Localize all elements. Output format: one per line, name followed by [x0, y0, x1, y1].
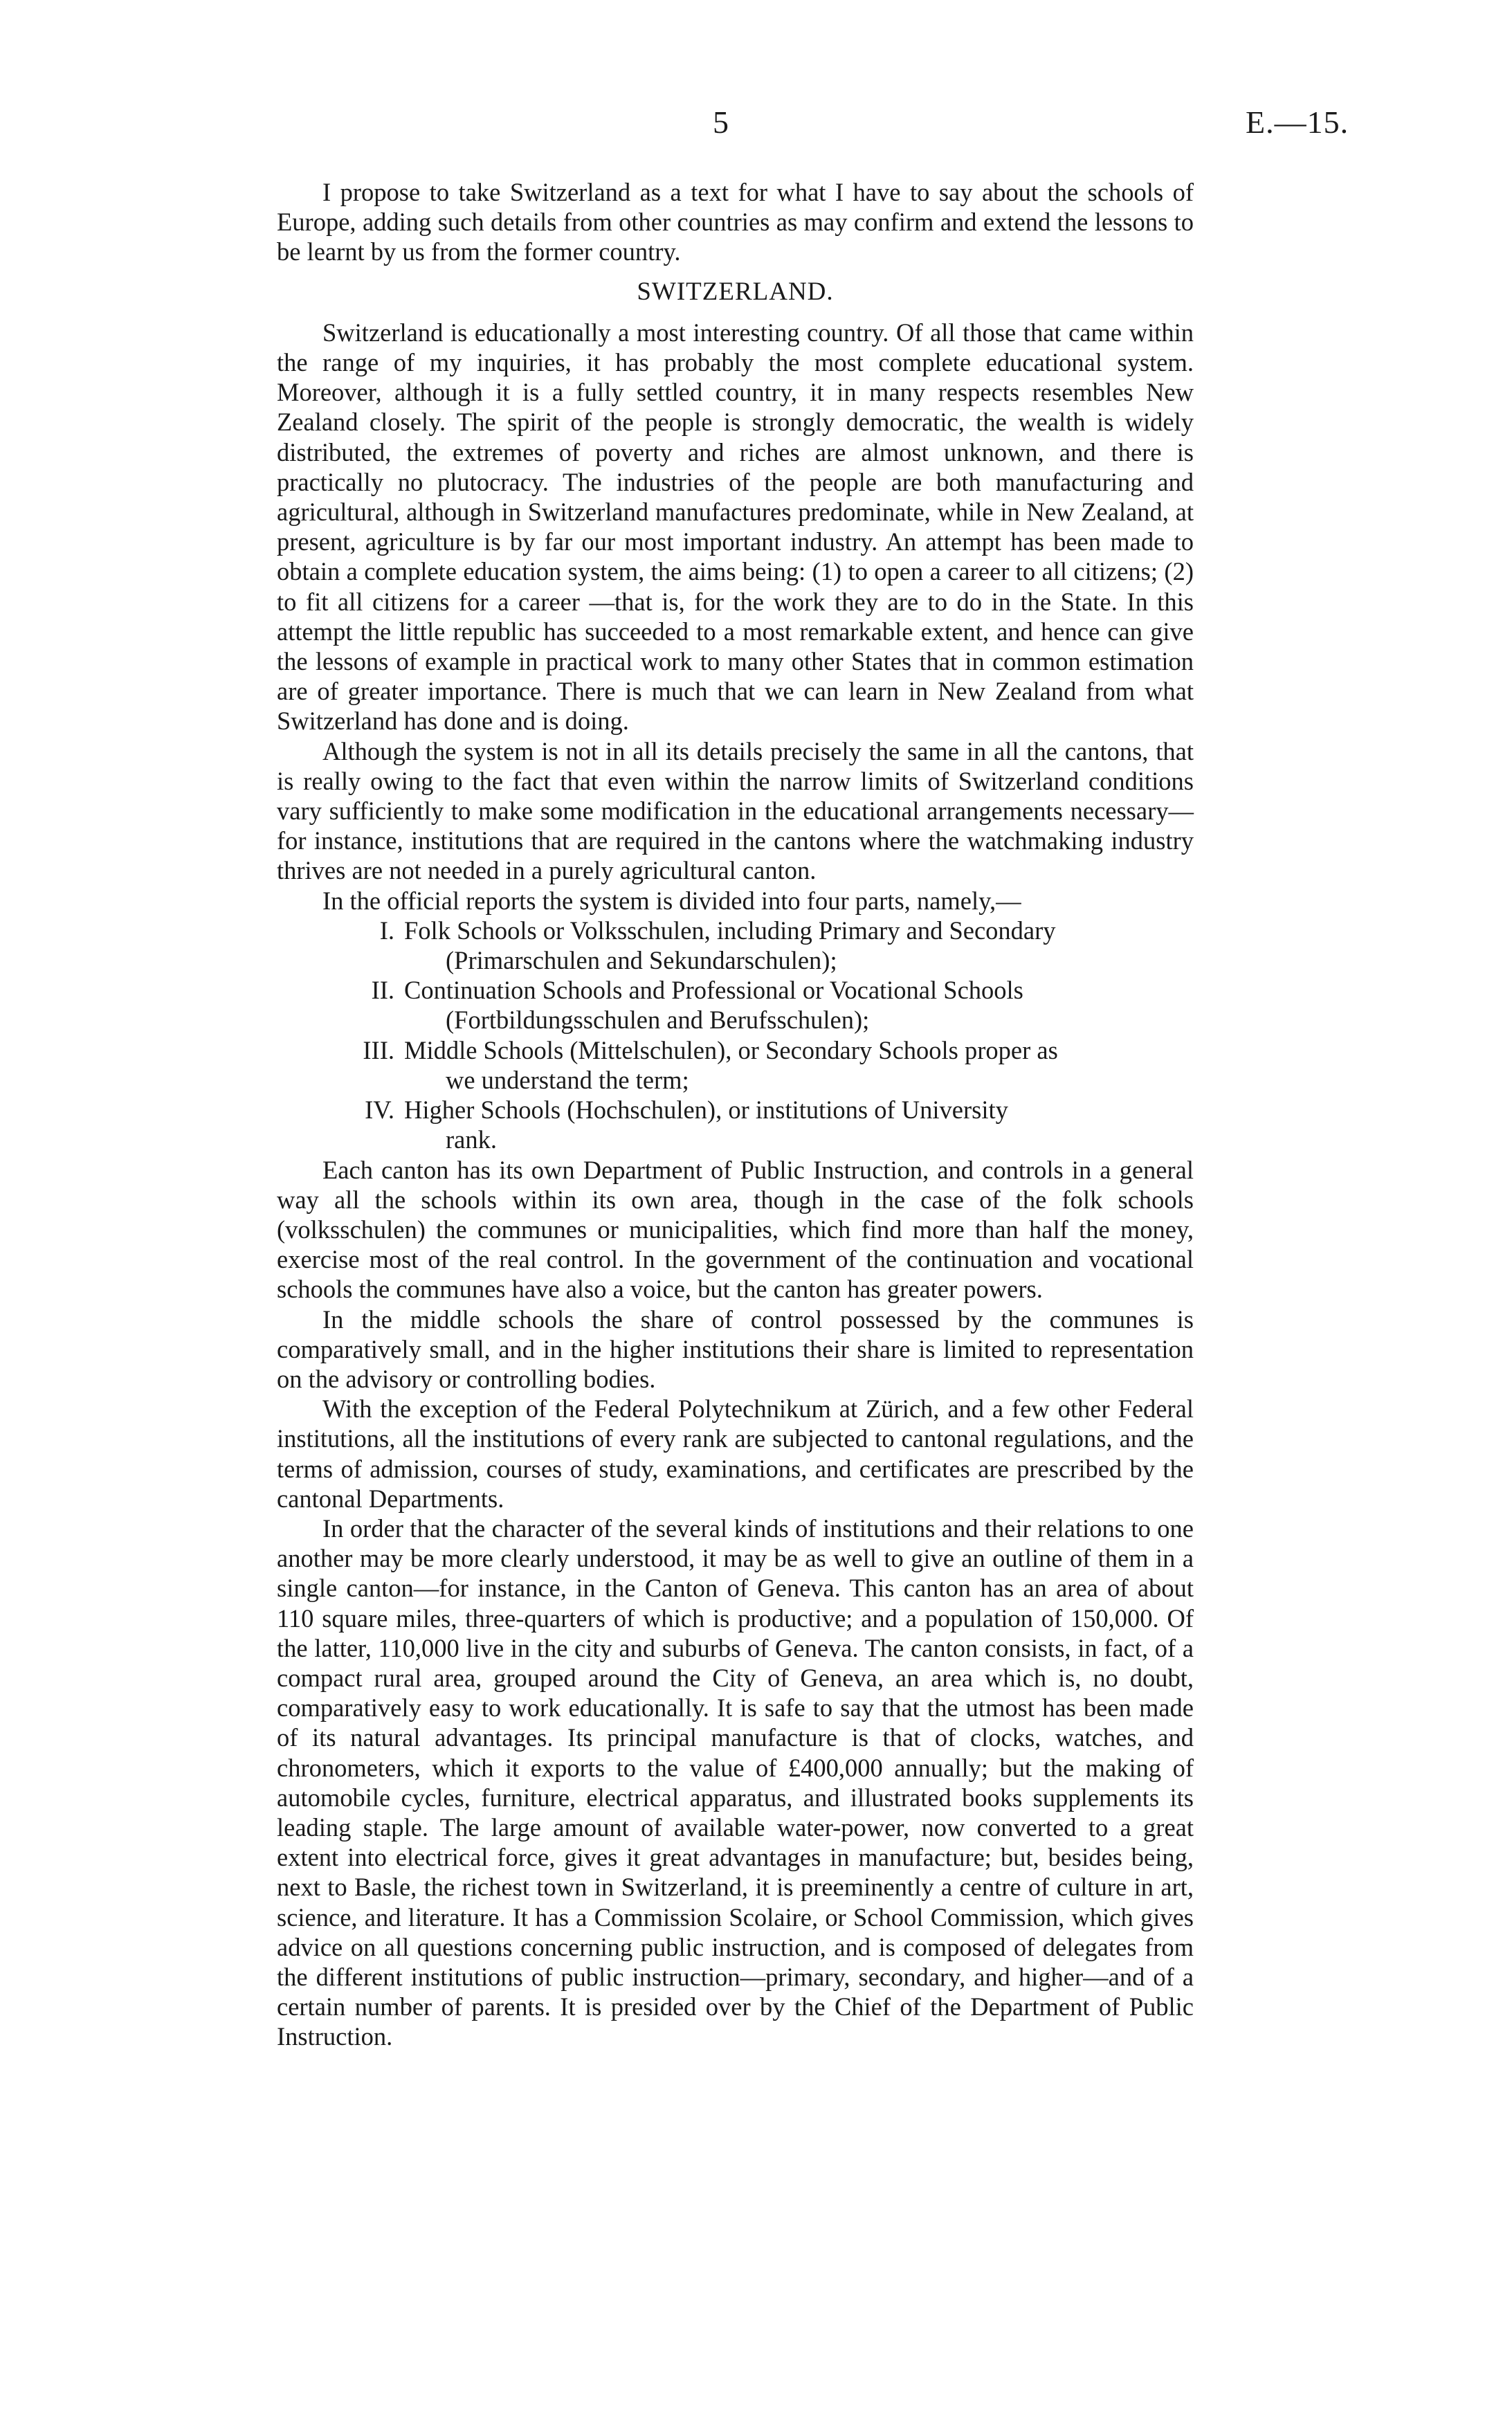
- paragraph: Switzerland is educationally a most interesting country. Of all those that came within the range of my inquiries, it has probably the most complete educational system. Moreover, although it is a fully settled country, it in many respects resembles New Zealand closely. The spirit of the people is strongly democratic, the wealth is widely distributed, the extremes of poverty and riches are almost unknown, and there is practically no plutocracy. The industries of the people are both manufacturing and agricultural, although in Switzerland manufactures predominate, while in New Zealand, at present, agriculture is by far our most important industry. An attempt has been made to obtain a complete education system, the aims being: (1) to open a career to all citizens; (2) to fit all citizens for a career —that is, for the work they are to do in the State. In this attempt the little republic has succeeded to a most remarkable extent, and hence can give the lessons of example in practical work to many other States that in common estimation are of greater importance. There is much that we can learn in New Zealand from what Switzerland has done and is doing.: [277, 318, 1194, 736]
- document-body: [277, 177, 1194, 2052]
- list-numeral: I.: [379, 916, 394, 945]
- school-divisions-list: [277, 916, 1194, 1155]
- list-item-text: Continuation Schools and Professional or Vocational Schools: [404, 976, 1023, 1005]
- paragraph: In the middle schools the share of control possessed by the communes is comparatively small, and in the higher institutions their share is limited to representation on the advisory or controlling bodies.: [277, 1305, 1194, 1393]
- list-numeral: II.: [371, 976, 394, 1005]
- list-item-continuation: we understand the term;: [446, 1065, 689, 1094]
- list-item-text: Middle Schools (Mittelschulen), or Secondary Schools proper as: [404, 1035, 1058, 1064]
- intro-paragraph: I propose to take Switzerland as a text for what I have to say about the schools of Europe, adding such details from other countries as may confirm and extend the lessons to be learnt by us from the former country.: [277, 178, 1194, 266]
- page-number: 5: [713, 104, 729, 140]
- list-item-continuation: (Primarschulen and Sekundarschulen);: [446, 946, 837, 975]
- paragraph: Although the system is not in all its details precisely the same in all the cantons, that is really owing to the fact that even within the narrow limits of Switzerland conditions vary sufficiently to make some modification in the educational arrangements necessary—for instance, institutions that are required in the cantons where the watchmaking industry thrives are not needed in a purely agricultural canton.: [277, 736, 1194, 885]
- document-reference: E.—15.: [1246, 104, 1349, 140]
- paragraph: In the official reports the system is divided into four parts, namely,—: [322, 886, 1021, 915]
- list-item-continuation: (Fortbildungsschulen and Berufsschulen);: [446, 1006, 870, 1035]
- list-item: [277, 1095, 1194, 1154]
- list-item: [277, 975, 1194, 1035]
- list-item: [277, 1035, 1194, 1095]
- list-numeral: III.: [363, 1035, 394, 1064]
- list-item-text: Higher Schools (Hochschulen), or institutions of University: [404, 1096, 1008, 1125]
- paragraph: Each canton has its own Department of Public Instruction, and controls in a general way all the schools within its own area, though in the case of the folk schools (volksschulen) the communes or municipalities, which find more than half the money, exercise most of the real control. In the government of the continuation and vocational schools the communes have also a voice, but the canton has greater powers.: [277, 1155, 1194, 1304]
- paragraph: With the exception of the Federal Polytechnikum at Zürich, and a few other Federal institutions, all the institutions of every rank are subjected to cantonal regulations, and the terms of admission, courses of study, examinations, and certificates are prescribed by the cantonal Departments.: [277, 1394, 1194, 1513]
- list-numeral: IV.: [365, 1096, 394, 1125]
- section-heading: SWITZERLAND.: [637, 277, 834, 306]
- paragraph: In order that the character of the several kinds of institutions and their relations to one another may be more clearly understood, it may be as well to give an outline of them in a single canton—for instance, in the Canton of Geneva. This canton has an area of about 110 square miles, three-quarters of which is productive; and a population of 150,000. Of the latter, 110,000 live in the city and suburbs of Geneva. The canton consists, in fact, of a compact rural area, grouped around the City of Geneva, an area which is, no doubt, comparatively easy to work educationally. It is safe to say that the utmost has been made of its natural advantages. Its principal manufacture is that of clocks, watches, and chronometers, which it exports to the value of £400,000 annually; but the making of automobile cycles, furniture, electrical apparatus, and illustrated books supplements its leading staple. The large amount of available water-power, now converted to a great extent into electrical force, gives it great advantages in manufacture; but, besides being, next to Basle, the richest town in Switzerland, it is preeminently a centre of culture in art, science, and literature. It has a Commission Scolaire, or School Commission, which gives advice on all questions concerning public instruction, and is composed of delegates from the different institutions of public instruction—primary, secondary, and higher—and of a certain number of parents. It is presided over by the Chief of the Department of Public Instruction.: [277, 1514, 1194, 2051]
- list-item-text: Folk Schools or Volksschulen, including Primary and Secondary: [404, 916, 1056, 945]
- list-item: [277, 916, 1194, 975]
- list-item-continuation: rank.: [446, 1125, 497, 1154]
